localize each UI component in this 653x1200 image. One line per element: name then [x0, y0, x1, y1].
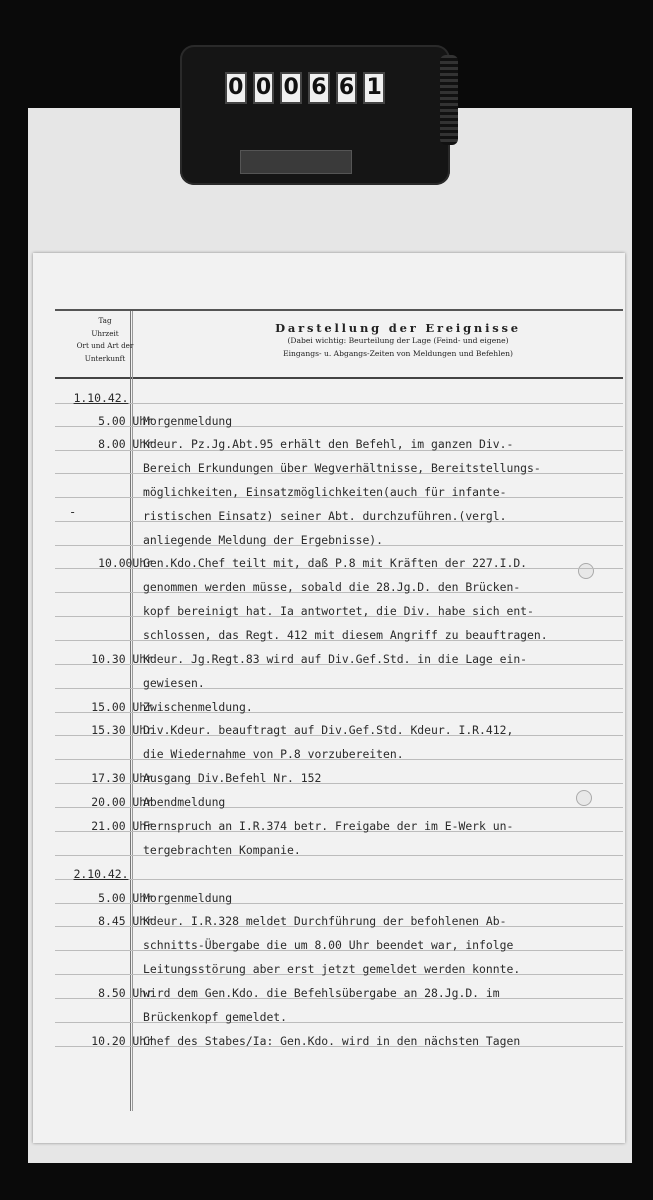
diary-row	[33, 747, 625, 770]
diary-row	[33, 843, 625, 866]
diary-row	[33, 795, 625, 818]
diary-row	[33, 1010, 625, 1033]
header-tag: Tag	[98, 316, 112, 325]
entry-time: 10.00Uhr	[98, 556, 153, 570]
entry-text: anliegende Meldung der Ergebnisse).	[143, 533, 384, 547]
entry-time: 10.30 Uhr	[91, 652, 153, 666]
page-title: Darstellung der Ereignisse	[275, 321, 521, 335]
diary-row	[33, 391, 625, 414]
entry-text: Ausgang Div.Befehl Nr. 152	[143, 771, 322, 785]
diary-row	[33, 485, 625, 508]
counter-digit: 6	[308, 72, 330, 104]
entry-text: wird dem Gen.Kdo. die Befehlsübergabe an 28.Jg.D. im	[143, 986, 500, 1000]
diary-row	[33, 986, 625, 1009]
entry-text: Morgenmeldung	[143, 414, 233, 428]
entry-text: Kdeur. I.R.328 meldet Durchführung der befohlenen Ab-	[143, 914, 507, 928]
counter-digit: 0	[225, 72, 247, 104]
entry-text: tergebrachten Kompanie.	[143, 843, 301, 857]
entry-text: möglichkeiten, Einsatzmöglichkeiten(auch für infante-	[143, 485, 507, 499]
entry-time: 10.20 Uhr	[91, 1034, 153, 1048]
entry-text: genommen werden müsse, sobald die 28.Jg.D. den Brücken-	[143, 580, 521, 594]
diary-row	[33, 700, 625, 723]
diary-row	[33, 437, 625, 460]
entry-time: 8.00 Uhr	[98, 437, 153, 451]
counter-digit: 0	[253, 72, 275, 104]
margin-mark: -	[69, 505, 77, 519]
diary-row	[33, 938, 625, 961]
entry-text: ristischen Einsatz) seiner Abt. durchzuführen.(vergl.	[143, 509, 507, 523]
entry-text: die Wiedernahme von P.8 vorzubereiten.	[143, 747, 404, 761]
diary-row	[33, 1034, 625, 1057]
entry-text: Fernspruch an I.R.374 betr. Freigabe der im E-Werk un-	[143, 819, 514, 833]
header-ort: Ort und Art der	[76, 341, 134, 350]
entry-text: Leitungsstörung aber erst jetzt gemeldet werden konnte.	[143, 962, 521, 976]
entry-time: 8.50 Uhr	[98, 986, 153, 1000]
entry-text: Brückenkopf gemeldet.	[143, 1010, 288, 1024]
entry-text: schlossen, das Regt. 412 mit diesem Angriff zu beauftragen.	[143, 628, 548, 642]
diary-row	[33, 723, 625, 746]
entry-date: 1.10.42.	[73, 391, 129, 405]
diary-row	[33, 867, 625, 890]
diary-row	[33, 676, 625, 699]
entry-text: Div.Kdeur. beauftragt auf Div.Gef.Std. Kdeur. I.R.412,	[143, 723, 514, 737]
war-diary-page	[33, 253, 625, 1143]
diary-row	[33, 819, 625, 842]
entry-time: 17.30 Uhr	[91, 771, 153, 785]
header-uhrzeit: Uhrzeit	[91, 328, 119, 338]
entry-text: Morgenmeldung	[143, 891, 233, 905]
entry-text: gewiesen.	[143, 676, 205, 690]
entry-text: Kdeur. Jg.Regt.83 wird auf Div.Gef.Std. in die Lage ein-	[143, 652, 528, 666]
diary-row	[33, 891, 625, 914]
diary-row	[33, 580, 625, 603]
entry-date: 2.10.42.	[73, 867, 129, 881]
diary-row	[33, 414, 625, 437]
counter-digit: 1	[363, 72, 385, 104]
entry-text: Chef des Stabes/Ia: Gen.Kdo. wird in den nächsten Tagen	[143, 1034, 521, 1048]
entry-text: schnitts-Übergabe die um 8.00 Uhr beendet war, infolge	[143, 938, 514, 952]
counter-plate	[240, 150, 352, 174]
diary-row	[33, 509, 625, 532]
header-bottom-rule	[55, 377, 623, 379]
diary-row	[33, 556, 625, 579]
entry-time: 21.00 Uhr	[91, 819, 153, 833]
diary-row	[33, 461, 625, 484]
entry-time: 15.30 Uhr	[91, 723, 153, 737]
header-top-rule	[55, 309, 623, 311]
diary-row	[33, 533, 625, 556]
entry-text: kopf bereinigt hat. Ia antwortet, die Div. habe sich ent-	[143, 604, 534, 618]
entry-time: 5.00 Uhr	[98, 891, 153, 905]
entry-text: Abendmeldung	[143, 795, 226, 809]
entry-time: 15.00 Uhr	[91, 700, 153, 714]
counter-digit: 0	[280, 72, 302, 104]
header-subtitle: (Dabei wichtig: Beurteilung der Lage (Feind- und eigene)	[287, 336, 509, 345]
diary-row	[33, 628, 625, 651]
entry-time: 5.00 Uhr	[98, 414, 153, 428]
header-right-column	[173, 321, 623, 360]
header-subtitle: Eingangs- u. Abgangs-Zeiten von Meldungen und Befehlen)	[283, 348, 513, 358]
entry-text: Kdeur. Pz.Jg.Abt.95 erhält den Befehl, im ganzen Div.-	[143, 437, 514, 451]
diary-row	[33, 771, 625, 794]
entry-text: Gen.Kdo.Chef teilt mit, daß P.8 mit Kräften der 227.I.D.	[143, 556, 528, 570]
counter-window	[225, 72, 385, 104]
diary-row	[33, 652, 625, 675]
counter-digit: 6	[336, 72, 358, 104]
counter-knob	[440, 55, 458, 145]
entry-time: 20.00 Uhr	[91, 795, 153, 809]
entry-text: Zwischenmeldung.	[143, 700, 253, 714]
diary-row	[33, 604, 625, 627]
diary-row	[33, 914, 625, 937]
diary-row	[33, 962, 625, 985]
header-unterkunft: Unterkunft	[84, 353, 126, 363]
entry-text: Bereich Erkundungen über Wegverhältnisse, Bereitstellungs-	[143, 461, 541, 475]
header-left-column	[57, 315, 153, 365]
entry-time: 8.45 Uhr	[98, 914, 153, 928]
